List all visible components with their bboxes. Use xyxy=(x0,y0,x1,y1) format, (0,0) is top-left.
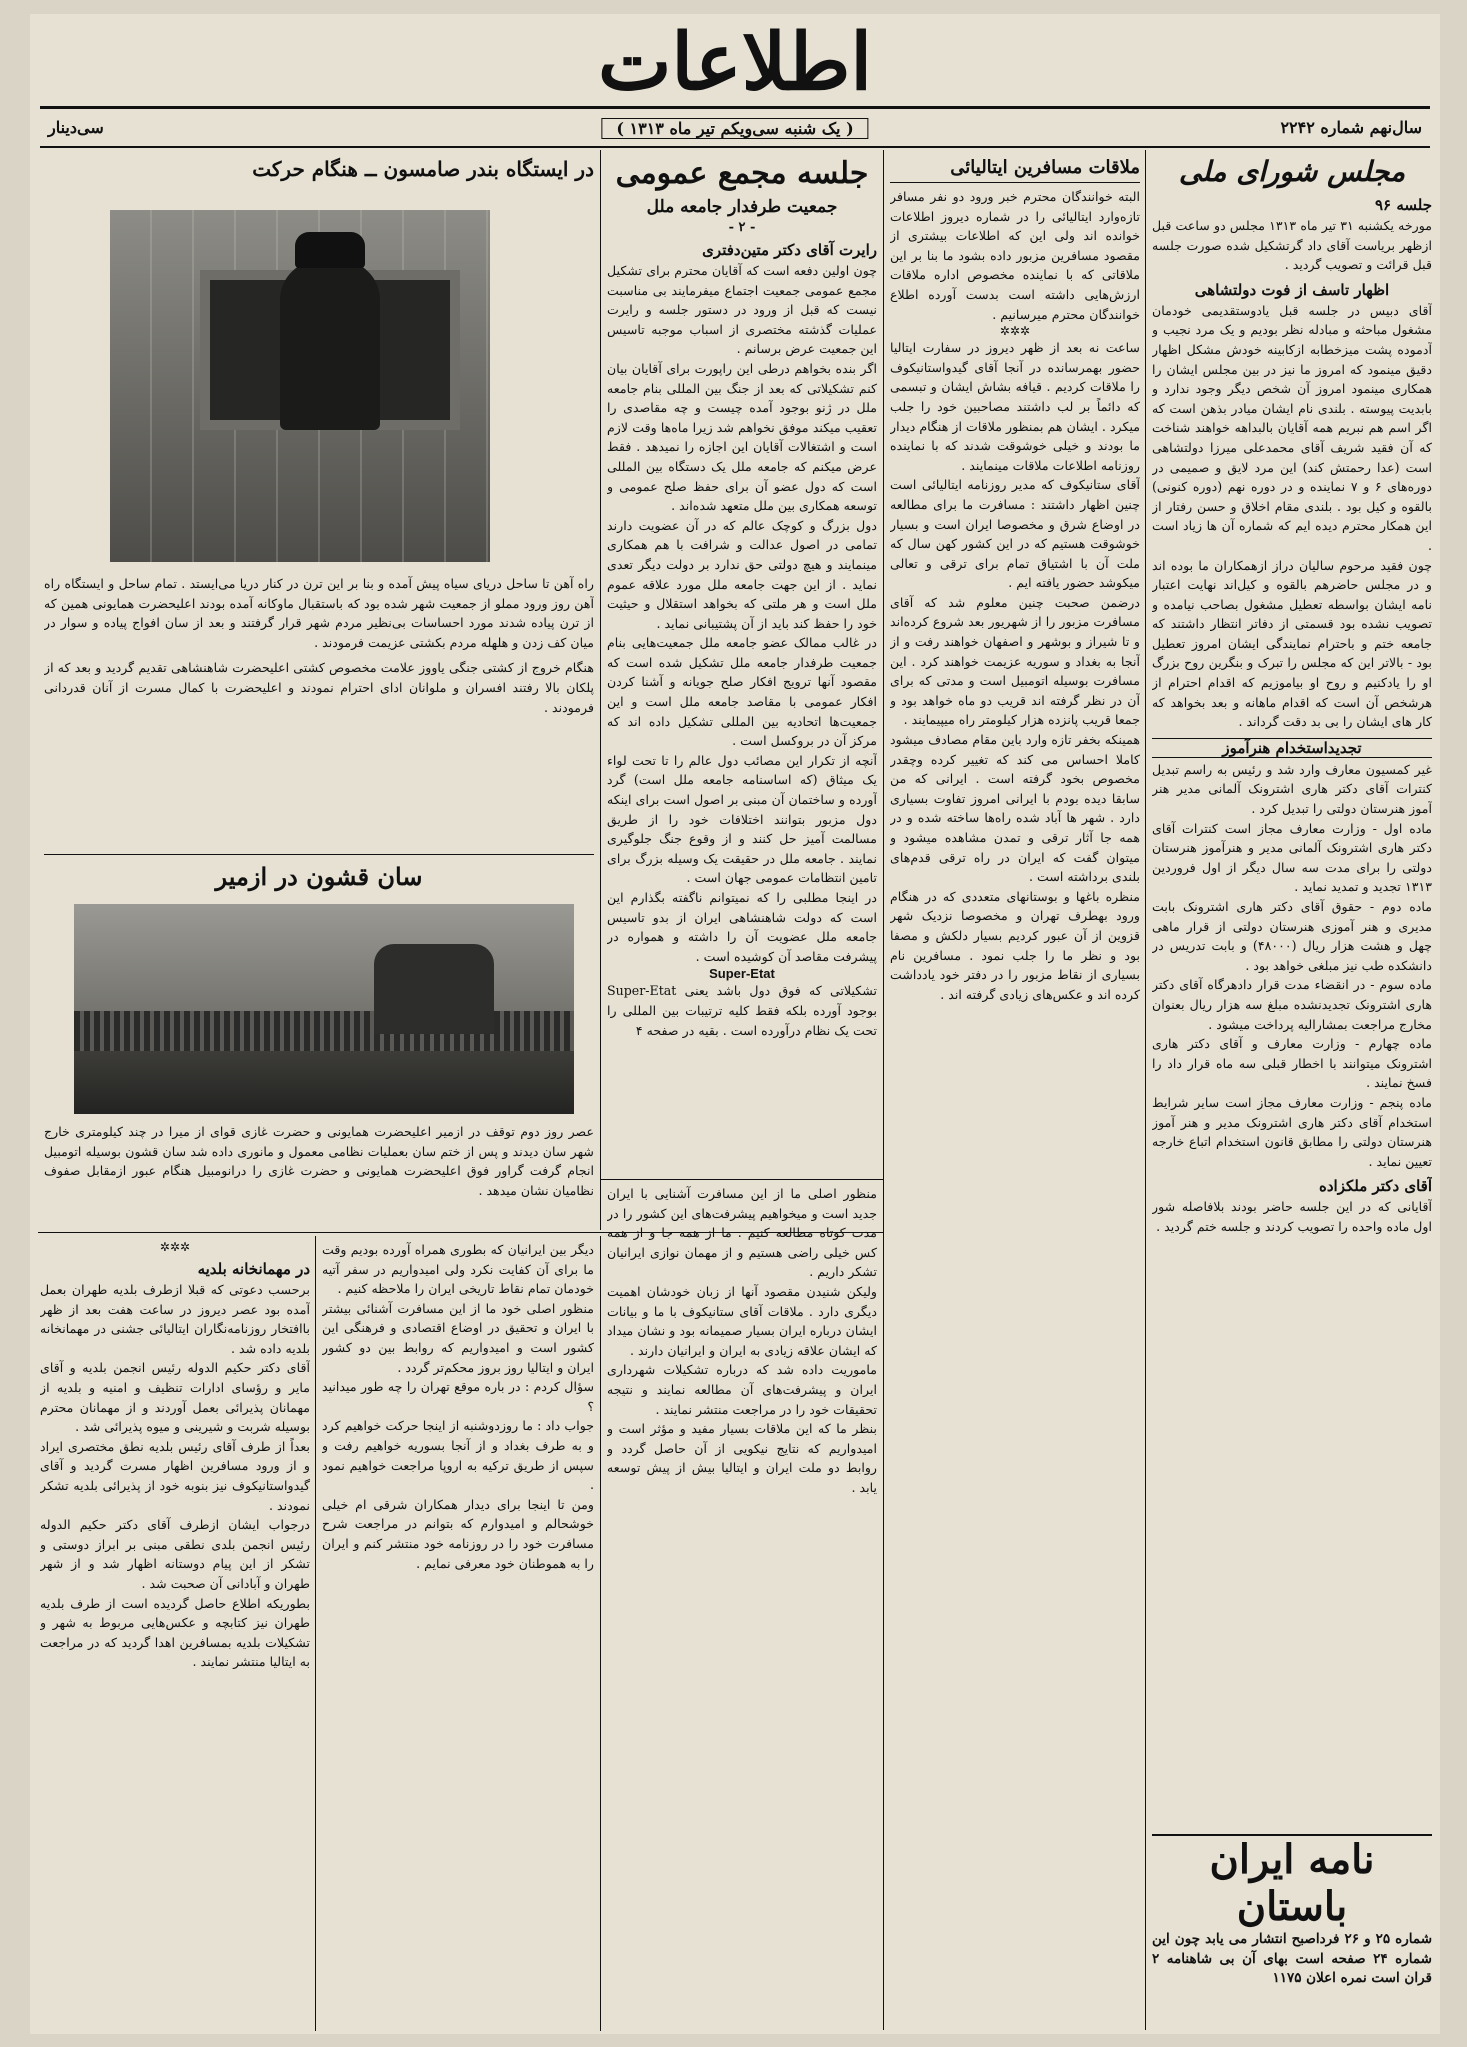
sanqoshun-caption: عصر روز دوم توقف در ازمیر اعلیحضرت همایونی و حضرت غازی قوای از میرا در چند کیلومتری خارج شهر سان دیدند و پس از ختم سان بعملیات نظامی معمول و مانوری داده شد سان قشون بوسیله اتومبیل انجام گرفت گراور فوق اعلیحضرت همایونی و حضرت غازی را درانومبیل هنگام عبور ازمقابل صفوف نظامیان نشان میدهد . xyxy=(44,1124,594,1198)
mehmankhaneh-text-2: آقای دکتر حکیم الدوله رئیس انجمن بلدیه و آقای مایر و رؤسای ادارات تنظیف و امنیه و بلدیه از مهمانان پذیرائی بعمل آوردند و از مهمانان محترم بوسیله شربت و شیرینی و میوه پذیرائی شد . xyxy=(40,1360,310,1435)
ad-text: شماره ۲۵ و ۲۶ فرداصبح انتشار می یابد چون این شماره ۲۴ صفحه است بهای آن بی شاهنامه ۲ قران است نمره اعلان ۱۱۷۵ xyxy=(1152,1931,1432,1987)
jalaseh-byline: رایرت آقای دکتر متین‌دفتری xyxy=(702,241,877,259)
majlis-subhead-1: اظهار تاسف از فوت دولتشاهی xyxy=(1194,280,1390,299)
mehmankhaneh-title: در مهمانخانه بلدیه xyxy=(197,1260,310,1278)
column-rule xyxy=(600,150,601,1230)
jalaseh-text-4: در غالب ممالک عضو جامعه ملل جمعیت‌هایی بنام جمعیت طرفدار جامعه ملل تشکیل شده است که مقصود آنها ترویج افکار صلح جویانه و آشنا کردن افکار عمومی با مقاصد جامعه ملل است و این جمعیت‌ها اتحادیه بین المللی تشکیل داده اند که مرکز آن در بروکسل است . xyxy=(607,635,877,749)
lower-text-4c: ماموریت داده شد که درباره تشکیلات شهرداری ایران و پیشرفت‌های آن مطالعه نمایند و نتیجه تحقیقات خود را در مراجعت منتشر نمایند . xyxy=(607,1362,877,1417)
majlis-text-7: ماده چهارم - وزارت معارف و آقای دکتر هاری اشترونک میتوانند با اخطار قبلی سه ماه قرار داد را فسخ نمایند . xyxy=(1152,1036,1432,1091)
issue-date: ( یک شنبه سی‌ویکم تیر ماه ۱۳۱۳ ) xyxy=(601,118,868,139)
ad-title: نامه ایران باستان xyxy=(1209,1836,1375,1930)
majlis-text-3: غیر کمسیون معارف وارد شد و رئیس به راسم تبدیل کنترات آقای دکتر هاری اشترونک آلمانی مدیر هنر آموز هنرستان دولتی را تبدیل کرد . xyxy=(1152,761,1432,817)
mulaqat-text-3: آقای ستانیکوف که مدیر روزنامه ایتالیائی است چنین اظهار داشتند : مسافرت ما برای مطالعه در اوضاع شرق و مخصوصا ایران است و بسیار خوشوقت هستیم که در این کشور کهن سال که ملت آن با اشتیاق تمام برای ترقی و تعالی میکوشد حضور یافته ایم . xyxy=(890,477,1140,591)
section-rule xyxy=(44,854,594,855)
sanqoshun-photo xyxy=(74,904,574,1114)
mulaqat-text-2: ساعت نه بعد از ظهر دیروز در سفارت ایتالیا حضور بهمرسانده در آنجا آقای گیدواستانیکوف را ملاقات کردیم . قیافه بشاش ایشان و تبسمی که دائماً بر لب داشتند مصاحبین خود را جلب میکرد . ایشان هم بمنظور ملاقات از هنگام دیدار ما بودند و خیلی خوشوقت شدند که با نماینده روزنامه اطلاعات ملاقات مینمایند . xyxy=(890,340,1140,473)
mulaqat-text-6: منظره باغها و بوستانهای متعددی که در هنگام ورود بهطرف تهران و مخصوصا نزدیک شهر قزوین از آن عبور کردیم بسیار دلکش و مصفا بود و نظر ما را جلب نمود . مسافرین نام بسیاری از نقاط مزبور را در دفتر خود یادداشت کرده اند و عکس‌های زیادی گرفته اند . xyxy=(890,888,1140,1002)
majlis-text-8: ماده پنجم - وزارت معارف مجاز است سایر شرایط استخدام آقای دکتر هاری اشترونک مدیر و هنر آموز هنرستان دولتی را مطابق قانون استخدام اتباع خارجه تعیین نماید . xyxy=(1152,1094,1432,1169)
jalaseh-text-5: آنچه از تکرار این مصائب دول عالم را تا تحت لواء یک میثاق (که اساسنامه جامعه ملل است) گرد آورده و ساختمان آن مبنی بر اصول است برای اینکه دول مزبور بتوانند اختلافات خود را از طریق مسالمت آمیز حل کنند و از وقوع جنگ جلوگیری نمایند . جامعه ملل در حقیقت یک وسیله بزرگ برای تامین انتظامات عمومی جهان است . xyxy=(607,752,877,886)
issue-price: سی‌دینار xyxy=(48,118,104,137)
newspaper-page xyxy=(30,14,1440,2034)
lower-column-3 xyxy=(322,1240,594,2030)
sanqoshun-title-block xyxy=(44,860,594,900)
samsun-title: در ایستگاه بندر صامسون ــ هنگام حرکت xyxy=(252,157,594,181)
dateline-rule xyxy=(40,146,1430,148)
majlis-subhead-3: آقای دکتر ملکزاده xyxy=(1319,1177,1432,1196)
mehmankhaneh-text-4: درجواب ایشان ازطرف آقای دکتر حکیم الدوله رئیس انجمن بلدی نطقی مبنی بر ابراز دوستی و تشکر از این پیام دوستانه اظهار شد و از شهر طهران و آبادانی آن صحبت شد . xyxy=(40,1517,310,1591)
lower-text-3b: منظور اصلی خود ما از این مسافرت آشنائی بیشتر با ایران و تحقیق در اوضاع اقتصادی و فرهنگی این کشور است و امیدواریم که روابط بین دو کشور ایران و ایتالیا روز بروز محکم‌تر گردد . xyxy=(322,1300,594,1375)
jalaseh-text-7: تشکیلاتی که فوق دول باشد یعنی Super-Etat بوجود آورده بلکه فقط کلیه ترتیبات بین المللی را تحت یک نظام درآورده است . بقیه در صفحه ۴ xyxy=(607,983,877,1038)
lower-column-4 xyxy=(607,1184,877,2029)
lower-text-3d: جواب داد : ما روزدوشنبه از اینجا حرکت خواهیم کرد و به طرف بغداد و از آنجا بسوریه خواهیم رفت و سپس از طریق ترکیه به اروپا مراجعت خواهیم نمود . xyxy=(322,1418,594,1493)
lower-text-3e: ومن تا اینجا برای دیدار همکاران شرقی ام خیلی خوشحالم و امیدوارم که بتوانم در مراجعت شرح مسافرت خود را در روزنامه خود منتشر کنم و ایران را به هموطنان خود معرفی نمایم . xyxy=(322,1496,594,1571)
sanqoshun-title: سان قشون در ازمیر xyxy=(215,862,423,891)
section-rule xyxy=(600,1179,883,1180)
jalaseh-text-6: در اینجا مطلبی را که نمیتوانم ناگفته بگذارم این است که دولت شاهنشاهی ایران از بدو تاسیس جامعه ملل عضویت آن را داشته و همواره در پیشرفت مقاصد آن کوشیده است . xyxy=(607,890,877,964)
mulaqat-text-5: همینکه بخفر تازه وارد باین مقام مصادف میشود کاملا احساس می کند که تغییر کرده وچقدر مخصوص بخود گرفته است . ایرانی که من سابقا دیده بودم با ایرانی امروز تفاوت بسیاری دارد . شهر ها آباد شده راه‌ها ساخته شده و در همه جا آثار ترقی و تمدن مشاهده میشود و میتوان گفت که ایران در راه ترقی قدم‌های بلندی برداشته است . xyxy=(890,732,1140,885)
jalaseh-text-2: اگر بنده بخواهم درطی این راپورت برای آقایان بیان کنم تشکیلاتی که بعد از جنگ بین المللی بنام جامعه ملل در ژنو بوجود آمده چیست و چه مقاصدی را تعقیب میکند موفق نخواهم شد زیرا ماه‌ها وقت لازم است و اشتغالات آقایان این اجازه را نمیدهد . فقط عرض میکنم که جامعه ملل یک دستگاه بین المللی است که دول عضو آن برای حفظ صلح عمومی و توسعه همکاری بین ملل متعهد شده‌اند . xyxy=(607,360,877,514)
mulaqat-title: ملاقات مسافرین ایتالیائی xyxy=(890,154,1140,183)
mulaqat-text-4: درضمن صحبت چنین معلوم شد که آقای مسافرت مزبور را از شهریور بعد شروع کرده‌اند و تا شیراز و بوشهر و اصفهان خواهند رفت و از آنجا به بغداد و سوریه عزیمت خواهند کرد . این مسافرت بوسیله اتومبیل است و مدتی که برای آن در نظر گرفته اند قریب دو ماه خواهد بود و جمعا قریب پانزده هزار کیلومتر راه میپیمایند . xyxy=(890,594,1140,728)
issue-number: سال‌نهم شماره ۲۲۴۲ xyxy=(1280,118,1422,137)
column-rule xyxy=(315,1236,316,2031)
column-rule xyxy=(600,1236,601,2031)
separator-stars: ✲✲✲ xyxy=(999,324,1031,339)
latin-term: Super-Etat xyxy=(709,966,775,982)
mehmankhaneh-text-1: برحسب دعوتی که قبلا ازطرف بلدیه طهران بعمل آمده بود عصر دیروز در ساعت هفت بعد از ظهر باافتخار روزنامه‌نگاران ایتالیائی جشنی در مهمانخانه بلدیه داده شد . xyxy=(40,1282,310,1356)
majlis-text-4: ماده اول - وزارت معارف مجاز است کنترات آقای دکتر هاری اشترونک آلمانی مدیر و هنرآموز هنرستان دولتی را برای مدت سه سال دیگر از اول فروردین ۱۳۱۳ تجدید و تمدید نماید . xyxy=(1152,820,1432,895)
separator-stars: ✲✲✲ xyxy=(159,1240,191,1254)
lower-text-3c: سؤال کردم : در باره موقع تهران را چه طور میدانید ؟ xyxy=(322,1379,594,1414)
jalaseh-title: جلسه مجمع عمومی xyxy=(615,156,869,191)
mulaqat-text-1: البته خوانندگان محترم خبر ورود دو نفر مسافر تازه‌وارد ایتالیائی را در شماره دیروز اطلاعات خوانده اند ولی این که اطلاعات بیشتری از مقصود مسافرین مزبور داده بشود ما بنا بر این ملاقاتی که با نماینده مخصوص اداره ملاقات ارزش‌هایی داشته است بدست آورده اطلاع خوانندگان محترم میرسانیم . xyxy=(890,189,1140,322)
samsun-photo xyxy=(110,210,490,562)
mehmankhaneh-column xyxy=(40,1240,310,2030)
majlis-intro: مورخه یکشنبه ۳۱ تیر ماه ۱۳۱۳ مجلس دو ساعت قبل ازظهر بریاست آقای داد گرتشکیل شده صورت جلسه قبل قرائت و تصویب گردید . xyxy=(1152,218,1432,273)
majlis-text-2: چون فقید مرحوم سالیان دراز ازهمکاران ما بوده اند و در مجلس حاضرهم بالقوه و کیل‌اند نهایت اعتبار نامه ایشان بواسطه تعطیل مشغول بصاحب نیامده و تصویب نشده بود قسمتی از دفاتر انتظار داشتند که جامعه ختم و باحترام نمایندگی ایشان امروز تعطیل بود - بالاتر این که مجلس را تبرک و بنگرین روح بزرگ او را یادکنیم و روح او بیاموزیم که اقدام احترام از هرشخص آن است که اقدام ماهانه و بعد بخواهد که کار های ایشان را بی بد دقت گرداند . xyxy=(1152,557,1432,730)
column-rule xyxy=(1145,150,1146,2030)
majlis-text-6: ماده سوم - در انقضاء مدت قرار دادهرگاه آقای دکتر هاری اشترونک تجدیدنشده مبلغ سه هزار ریال بعنوان مخارج مراجعت بمشارالیه پرداخت میشود . xyxy=(1152,977,1432,1032)
dateline xyxy=(40,114,1430,144)
majlis-text-1: آقای دبیس در جلسه قبل یادوستقدیمی خودمان مشغول مباحثه و مبادله نظر بودیم و یک مرد نجیب و آدموده پشت میزخطابه ازکابینه خودش مشکل اظهار دقیق مینمود که امروز ما نیز در بین مجلس ایشان را همکاری مینمود امروز آن شخص دیگر وجود ندارد و بابدیت پیوسته . بلندی نام ایشان میادر بذهن است که اگر اسم هم نبریم همه آقایان بالبداهه خواهند شناخت که آن فقید شریف آقای محمدعلی میرزا دولتشاهی است (عدا رحمتش کند) این مرد لایق و صمیمی در دوره‌های ۶ و ۷ نماینده و در دوره نهم (دوره کنونی) بالقوه و کیل بود . بلندی مقام اخلاق و حسن رفتار از این همکار محترم دیده ایم که شماره آن ها زیاد است . xyxy=(1152,302,1432,553)
majlis-text-5: ماده دوم - حقوق آقای دکتر هاری اشترونک بابت مدیری و هنر آموزی هنرستان دولتی از قرار ماهی چهل و هشت هزار ریال (۴۸۰۰۰) و بابت تدریس در دانشکده طب نیز مبلغی خواهد بود . xyxy=(1152,899,1432,973)
majlis-subhead-2: تجدیداستخدام هنرآموز xyxy=(1152,738,1432,758)
masthead-title: اطلاعات xyxy=(597,17,873,108)
jalaseh-text-1: چون اولین دفعه است که آقایان محترم برای تشکیل مجمع عمومی جمعیت اجتماع میفرمایند بی مناسبت نیست که قبل از ورود در دستور جلسه و رایرت عملیات گذشته مختصری از اسباب موجبه تاسیس این جمعیت عرض برسانم . xyxy=(607,263,877,357)
samsun-caption-2: هنگام خروج از کشتی جنگی یاووز علامت مخصوص کشتی اعلیحضرت شاهنشاهی تقدیم گردید و بعد که از پلکان بالا رفتند افسران و ملوانان ادای احترام نمودند و اعلیحضرت با کمال مسرت از آنان قدردانی فرمودند . xyxy=(44,660,594,715)
jalaseh-subtitle: جمعیت طرفدار جامعه ملل xyxy=(646,197,838,217)
lower-text-4b: ولیکن شنیدن مقصود آنها از زبان خودشان اهمیت دیگری دارد . ملاقات آقای ستانیکوف با ما و بیانات ایشان درباره ایران بسیار صمیمانه بود و نشان میداد که ایشان علاقه زیادی به ایران و ایرانیان دارند . xyxy=(607,1283,877,1358)
jalaseh-part: - ۲ - xyxy=(728,220,756,235)
ad-box xyxy=(1152,1834,1432,2029)
samsun-caption: راه آهن تا ساحل دریای سیاه پیش آمده و بنا بر این ترن در کنار دریا می‌ایستد . تمام ساحل و ایستگاه راه آهن روز ورود مملو از جمعیت شهر شده بود که باستقبال ماوکانه آمده بودند اعلیحضرت همایونی همین که از ترن پیاده شدند مورد احساسات بی‌نظیر مردم شهر قرار گرفتند و بعد از سان افواج پیاده و سوار در میان کف زدن و هلهله مردم بکشتی عزیمت فرمودند . xyxy=(44,576,594,650)
mehmankhaneh-text-3: بعداً از طرف آقای رئیس بلدیه نطق مختصری ایراد و از ورود مسافرین اظهار مسرت گردید و آقای گیدواستانیکوف نیز بنوبه خود از پذیرائی بلدیه تشکر نمودند . xyxy=(40,1438,310,1513)
lower-text-3a: دیگر بین ایرانیان که بطوری همراه آورده بودیم وقت ما برای آن کفایت نکرد ولی امیدواریم در سفر آتیه خودمان تمام نقاط تاریخی ایران را ملاحظه کنیم . xyxy=(322,1242,594,1297)
majlis-title: مجلس شورای ملی xyxy=(1178,155,1406,188)
jalaseh-column xyxy=(607,154,877,1176)
lower-text-4d: بنظر ما که این ملاقات بسیار مفید و مؤثر است و امیدواریم که نتایج نیکویی از آن حاصل گردد و روابط دو ملت ایران و ایتالیا بیش از پیش توسعه یابد . xyxy=(607,1421,877,1495)
majlis-session: جلسه ۹۶ xyxy=(1374,196,1432,214)
majlis-text-9: آقایانی که در این جلسه حاضر بودند بلافاصله شور اول ماده واحده را تصویب کردند و جلسه ختم گردید . xyxy=(1152,1199,1432,1234)
jalaseh-text-3: دول بزرگ و کوچک عالم که در آن عضویت دارند تمامی در اصول عدالت و شرافت با هم همکاری مینمایند و هیچ دولتی حق ندارد بر دولت دیگر تعدی نماید . از این جهت جامعه ملل مورد علاقه عموم ملل است و هر ملتی که بخواهد استقلال و حیثیت خود را حفظ کند باید از آن پشتیبانی نماید . xyxy=(607,517,877,631)
mehmankhaneh-text-5: بطوریکه اطلاع حاصل گردیده است از طرف بلدیه طهران نیز کتابچه و عکس‌هایی مربوط به شهر و تشکیلات بلدیه بمسافرین اهدا گردید که در مراجعت به ایتالیا منتشر نمایند . xyxy=(40,1595,310,1670)
majlis-column xyxy=(1152,154,1432,1824)
column-rule xyxy=(883,150,884,2030)
sanqoshun-caption-block xyxy=(44,1122,594,1228)
masthead-rule xyxy=(40,106,1430,109)
mulaqat-column xyxy=(890,154,1140,2024)
lower-text-4a: منظور اصلی ما از این مسافرت آشنایی با ایران جدید است و میخواهیم پیشرفت‌های این کشور را در مدت کوتاه مطالعه کنیم . ما از همه جا و از همه کس خیلی راضی هستیم و از مهمان نوازی ایرانیان تشکر داریم . xyxy=(607,1186,877,1280)
